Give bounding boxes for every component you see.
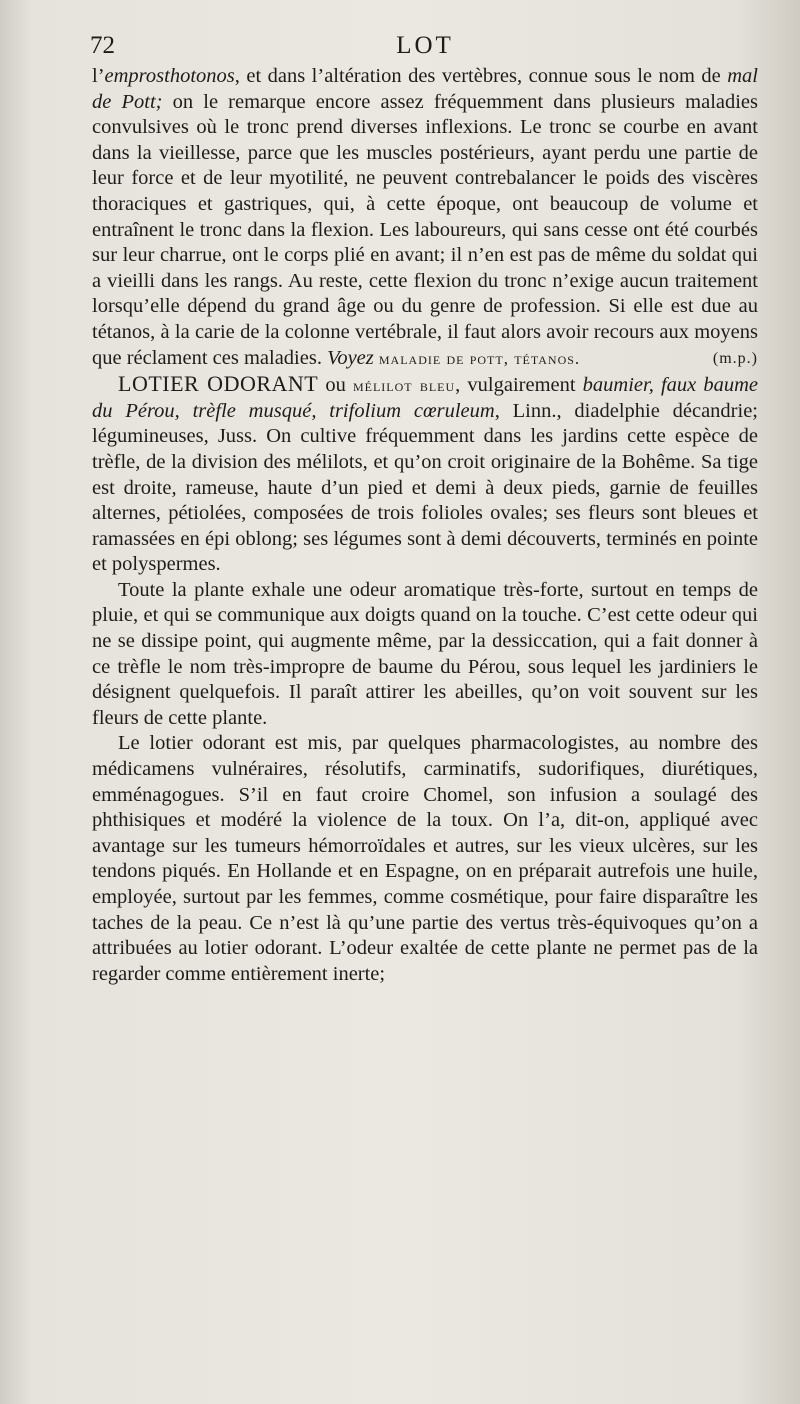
paragraph-vertus: Le lotier odorant est mis, par quelques pharmacologistes, au nombre des médicamens vulnéraires, résolutifs, carminatifs, sudorifiques, diurétiques, emménagogues. S’il en faut croire Chomel, son infusion a soulagé des phthisiques et modéré la violence de la toux. On l’a, dit-on, appliqué avec avantage sur les tumeurs hémorroïdales et autres, sur les vieux ulcères, sur les tendons piqués. En Hollande et en Espagne, on en préparait autrefois une huile, employée, surtout par les femmes, comme cosmétique, pour faire disparaître les taches de la peau. Ce n’est là qu’une partie des vertus très-équivoques qu’on a attribuées au lotier odorant. L’odeur exaltée de cette plante ne permet pas de la regarder comme entièrement inerte;	[92, 732, 758, 985]
author-signature: (m.p.)	[712, 349, 758, 367]
term-emprosthotonos: emprosthotonos	[104, 65, 235, 87]
vernacular-names: baumier, faux baume du Pérou, trèfle musqué, trifolium cœruleum	[92, 374, 759, 422]
entry-lotier-odorant	[92, 371, 758, 578]
paragraph-continuation	[92, 64, 758, 371]
text-span: on le remarque encore assez fréquemment dans plusieurs maladies convulsives où le tronc prend diverses inflexions. Le tronc se courbe en avant dans la vieillesse, parce que les muscles postérieurs, ayant perdu une partie de leur force et de leur myotilité, ne peuvent contrebalancer le poids des viscères thoraciques et gastriques, qui, à cette époque, ont beaucoup de volume et entraînent le tronc dans la flexion. Les laboureurs, qui sans cesse ont été courbés sur leur charrue, ont le corps plié en avant; il n’en est pas de même du soldat qui a vieilli dans les rangs. Au reste, cette flexion du tronc n’exige aucun traitement lorsqu’elle dépend du grand âge ou du genre de profession. Si elle est due au tétanos, à la carie de la colonne vertébrale, il faut alors avoir recours aux moyens que réclament ces maladies.	[92, 90, 759, 369]
page-number: 72	[90, 32, 115, 59]
text-span: , Linn., diadelphie décandrie; légumineuses, Juss. On cultive fréquemment dans les jardins cette espèce de trèfle, de la division des mélilots, et qu’on croit originaire de la Bohême. Sa tige est droite, rameuse, haute d’un pied et demi à deux pieds, garnie de feuilles alternes, pétiolées, composées de trois folioles ovales; ses fleurs sont bleues et ramassées en épi oblong; ses légumes sont à demi découverts, terminés en pointe et polyspermes.	[92, 399, 759, 576]
page-body	[92, 64, 758, 987]
text-span: , vulgairement	[455, 374, 583, 397]
paragraph-odeur: Toute la plante exhale une odeur aromatique très-forte, surtout en temps de pluie, et qui se communique aux doigts quand on la touche. C’est cette odeur qui ne se dissipe point, qui augmente même, par la dessiccation, qui a fait donner à ce trèfle le nom très-impropre de baume du Pérou, sous lequel les jardiniers le désignent quelquefois. Il paraît attirer les abeilles, qu’on voit souvent sur les fleurs de cette plante.	[92, 578, 758, 729]
term-mal-de-pott: mal de Pott;	[92, 65, 758, 113]
text-span: l’	[92, 65, 105, 87]
text-span: ou	[318, 374, 353, 397]
cross-ref-voyez: Voyez	[327, 346, 374, 369]
page-header	[90, 32, 760, 62]
text-span: , et dans l’altération des vertèbres, connue sous le nom de	[234, 65, 728, 87]
running-head: LOT	[396, 32, 454, 59]
cross-ref-targets: maladie de pott, tétanos.	[378, 348, 581, 368]
synonym-melilot-bleu: mélilot bleu	[352, 376, 456, 396]
entry-headword: LOTIER ODORANT	[118, 371, 319, 397]
